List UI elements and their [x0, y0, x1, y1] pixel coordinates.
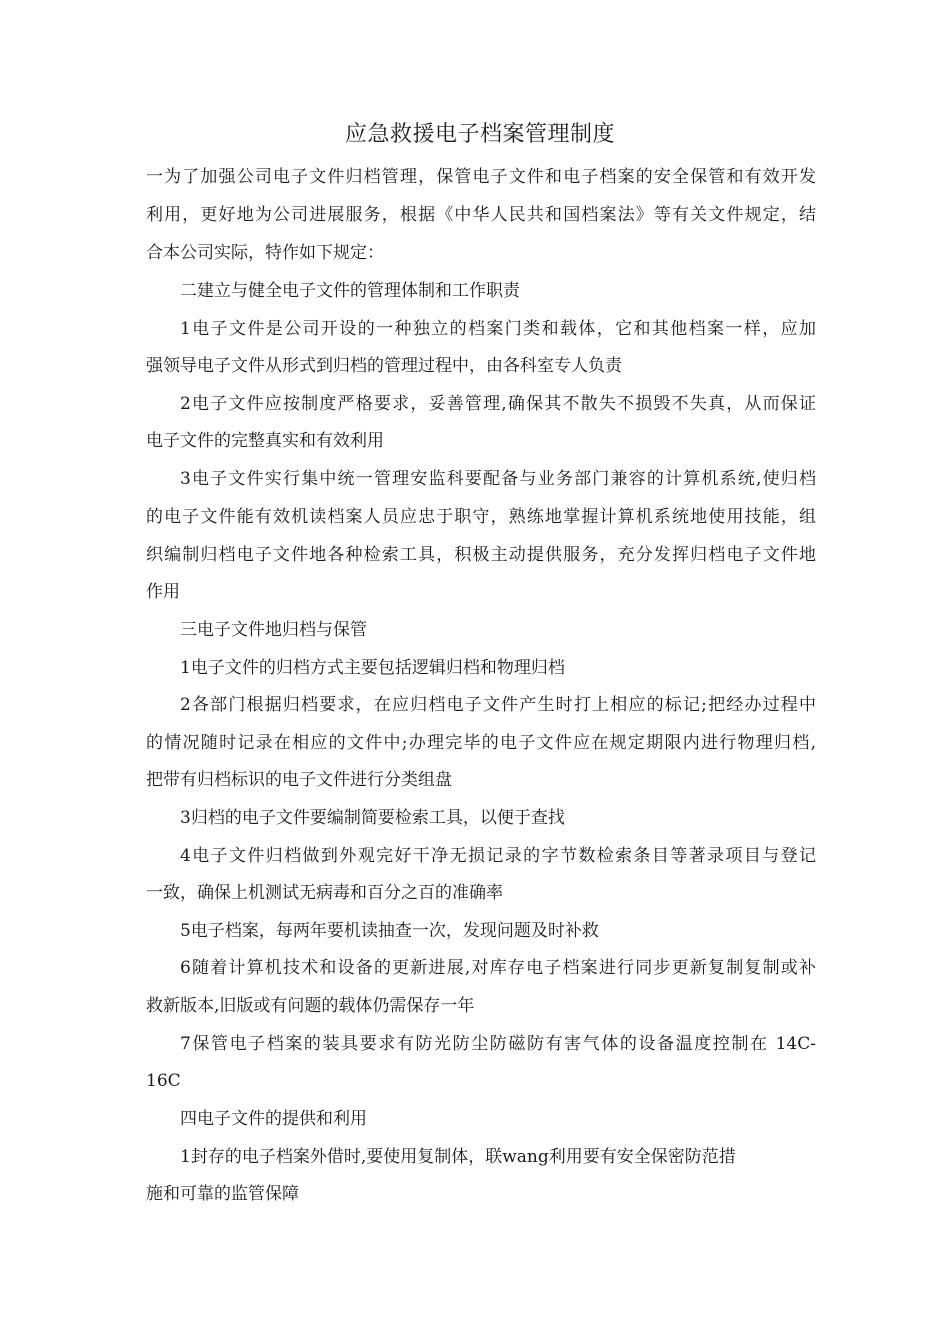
paragraph-line: 3归档的电子文件要编制简要检索工具，以便于查找: [180, 808, 565, 828]
section-heading: 三电子文件地归档与保管: [180, 620, 367, 640]
paragraph-line: 织编制归档电子文件地各种检索工具，积极主动提供服务，充分发挥归档电子文件地: [146, 545, 816, 565]
paragraph-line: 把带有归档标识的电子文件进行分类组盘: [146, 770, 452, 790]
document-title: 应急救援电子档案管理制度: [344, 122, 615, 147]
paragraph-line: 一为了加强公司电子文件归档管理，保管电子文件和电子档案的安全保管和有效开发: [146, 167, 816, 187]
paragraph-line: 16C: [146, 1071, 181, 1091]
paragraph-line: 4电子文件归档做到外观完好干净无损记录的字节数检索条目等著录项目与登记: [180, 846, 816, 866]
paragraph-line: 救新版本,旧版或有问题的载体仍需保存一年: [146, 996, 475, 1016]
paragraph-line: 1封存的电子档案外借时,要使用复制体，联wang利用要有安全保密防范措: [180, 1147, 736, 1167]
section-heading: 四电子文件的提供和利用: [180, 1109, 367, 1129]
paragraph-line: 作用: [146, 582, 180, 602]
paragraph-line: 利用，更好地为公司进展服务，根据《中华人民共和国档案法》等有关文件规定，结: [146, 205, 816, 225]
paragraph-line: 电子文件的完整真实和有效利用: [146, 431, 384, 451]
section-heading: 二建立与健全电子文件的管理体制和工作职责: [180, 281, 520, 301]
paragraph-line: 合本公司实际，特作如下规定：: [146, 243, 384, 263]
paragraph-line: 3电子文件实行集中统一管理安监科要配备与业务部门兼容的计算机系统,使归档: [180, 469, 816, 489]
paragraph-line: 7保管电子档案的装具要求有防光防尘防磁防有害气体的设备温度控制在 14C-: [180, 1034, 816, 1054]
paragraph-line: 的情况随时记录在相应的文件中;办理完毕的电子文件应在规定期限内进行物理归档,: [146, 733, 816, 753]
paragraph-line: 施和可靠的监管保障: [146, 1184, 299, 1204]
paragraph-line: 的电子文件能有效机读档案人员应忠于职守，熟练地掌握计算机系统地使用技能，组: [146, 507, 816, 527]
paragraph-line: 一致，确保上机测试无病毒和百分之百的准确率: [146, 883, 503, 903]
paragraph-line: 6随着计算机技术和设备的更新进展,对库存电子档案进行同步更新复制复制或补: [180, 958, 816, 978]
paragraph-line: 强领导电子文件从形式到归档的管理过程中，由各科室专人负责: [146, 356, 622, 376]
paragraph-line: 5电子档案，每两年要机读抽查一次，发现问题及时补救: [180, 921, 599, 941]
paragraph-line: 1电子文件是公司开设的一种独立的档案门类和载体，它和其他档案一样，应加: [180, 319, 816, 339]
paragraph-line: 2各部门根据归档要求，在应归档电子文件产生时打上相应的标记;把经办过程中: [180, 695, 816, 715]
paragraph-line: 1电子文件的归档方式主要包括逻辑归档和物理归档: [180, 658, 565, 678]
paragraph-line: 2电子文件应按制度严格要求，妥善管理,确保其不散失不损毁不失真，从而保证: [180, 394, 816, 414]
